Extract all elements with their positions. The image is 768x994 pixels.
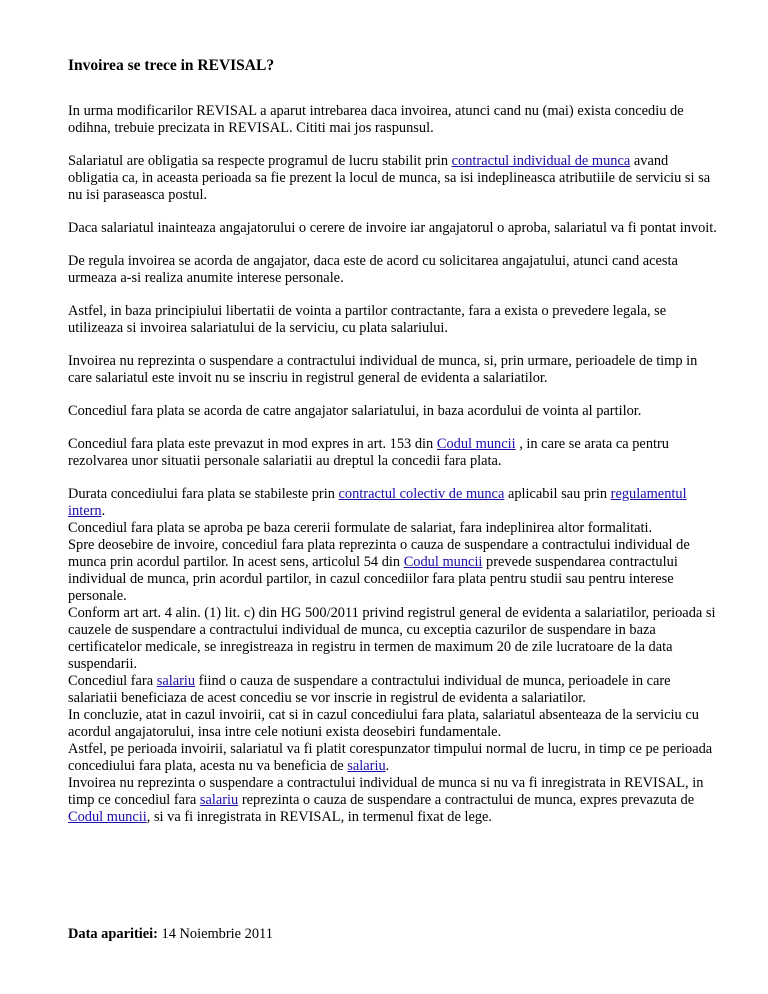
paragraph-cerere: [68, 220, 718, 237]
link-regulamentul-intern[interactable]: regulamentul intern: [68, 486, 687, 519]
paragraph-art153: [68, 436, 718, 470]
text: Invoirea nu reprezinta o suspendare a contractului individual de munca si nu va fi inregistrata in REVISAL, in timp ce concediul fara: [68, 775, 704, 808]
date-value: 14 Noiembrie 2011: [157, 926, 273, 942]
line-final: [68, 775, 718, 826]
text: Daca salariatul inainteaza angajatorului o cerere de invoire iar angajatorul o aproba, salariatul va fi pontat invoit.: [68, 220, 717, 236]
text: Spre deosebire de invoire, concediul fara plata reprezinta o cauza de suspendare a contractului individual de munca prin acordul partilor. In acest sens, articolul 54 din: [68, 537, 690, 570]
paragraph-durata: [68, 486, 718, 520]
text: Concediul fara: [68, 673, 157, 689]
text: aplicabil sau prin: [504, 486, 611, 502]
text: fiind o cauza de suspendare a contractului individual de munca, perioadele in care salariatii beneficiaza de acest concediu se vor inscrie in registrul de evidenta a salariatilor.: [68, 673, 671, 706]
text: Invoirea nu reprezinta o suspendare a contractului individual de munca, si, prin urmare, perioadele de timp in care salariatul este invoit nu se inscriu in registrul general de evidenta a salariatilor.: [68, 353, 698, 386]
line-hg500: [68, 605, 718, 673]
text: .: [385, 758, 390, 774]
text: Durata concediului fara plata se stabileste prin: [68, 486, 339, 502]
text: Concediul fara plata este prevazut in mod expres in art. 153 din: [68, 436, 437, 452]
paragraph-principiu: [68, 303, 718, 337]
publication-date: [68, 926, 273, 943]
line-aprobare: [68, 520, 718, 537]
text: Conform art art. 4 alin. (1) lit. c) din HG 500/2011 privind registrul general de evidenta a salariatilor, perioada si cauzele de suspendare a contractului individual de munca, cu exceptia cazurilor de suspendare in baza certificatelor medicale, se inregistreaza in registru in termen de maximum 20 de zile lucratoare de la data suspendarii.: [68, 605, 716, 672]
line-deosebire: [68, 537, 718, 605]
article-title: Invoirea se trece in REVISAL?: [68, 57, 275, 74]
link-codul-muncii[interactable]: Codul muncii: [68, 809, 147, 825]
paragraph-suspendare: [68, 353, 718, 387]
link-contract-colectiv[interactable]: contractul colectiv de munca: [338, 486, 505, 502]
text: Astfel, in baza principiului libertatii de vointa a partilor contractante, fara a exista o prevedere legala, se utilizeaza si invoirea salariatului de la serviciu, cu plata salariului.: [68, 303, 667, 336]
text: Salariatul are obligatia sa respecte programul de lucru stabilit prin: [68, 153, 452, 169]
text: Astfel, pe perioada invoirii, salariatul va fi platit corespunzator timpului normal de lucru, in timp ce pe perioada concediului fara plata, acesta nu va beneficia de: [68, 741, 713, 774]
text: prevede suspendarea contractului individual de munca, prin acordul partilor, in cazul concediilor fara plata pentru studii sau pentru interese personale.: [68, 554, 678, 604]
line-salariu: [68, 673, 718, 707]
text: In urma modificarilor REVISAL a aparut intrebarea daca invoirea, atunci cand nu (mai) exista concediu de odihna, trebuie precizata in REVISAL. Cititi mai jos raspunsul.: [68, 103, 684, 136]
text: reprezinta o cauza de suspendare a contractului de munca, expres prevazuta de: [238, 792, 695, 808]
text: Concediul fara plata se aproba pe baza cererii formulate de salariat, fara indeplinirea altor formalitati.: [68, 520, 653, 536]
text: Concediul fara plata se acorda de catre angajator salariatului, in baza acordului de vointa al partilor.: [68, 403, 642, 419]
link-contract-individual[interactable]: contractul individual de munca: [451, 153, 631, 169]
text: De regula invoirea se acorda de angajator, daca este de acord cu solicitarea angajatului, atunci cand acesta urmeaza a-si realiza anumite interese personale.: [68, 253, 678, 286]
paragraph-obligations: [68, 153, 718, 204]
paragraph-intro: [68, 103, 718, 137]
link-codul-muncii[interactable]: Codul muncii: [403, 554, 483, 570]
text: .: [101, 503, 106, 519]
text: , si va fi inregistrata in REVISAL, in termenul fixat de lege.: [146, 809, 493, 825]
link-salariu[interactable]: salariu: [156, 673, 196, 689]
paragraph-concediu: [68, 403, 718, 420]
text: avand obligatia ca, in aceasta perioada sa fie prezent la locul de munca, sa isi indeplineasca atributiile de serviciu si sa nu isi paraseasca postul.: [68, 153, 711, 203]
date-label: Data aparitiei:: [68, 926, 158, 942]
line-concluzie: [68, 707, 718, 741]
text: In concluzie, atat in cazul invoirii, cat si in cazul concediului fara plata, salariatul absenteaza de la serviciu cu acordul angajatorului, insa intre cele notiuni exista deosebiri fundamentale.: [68, 707, 699, 740]
line-astfel: [68, 741, 718, 775]
text: , in care se arata ca pentru rezolvarea unor situatii personale salariatii au dreptul la concedii fara plata.: [68, 436, 670, 469]
paragraph-regula: [68, 253, 718, 287]
link-codul-muncii[interactable]: Codul muncii: [436, 436, 516, 452]
link-salariu[interactable]: salariu: [199, 792, 239, 808]
link-salariu[interactable]: salariu: [347, 758, 386, 774]
